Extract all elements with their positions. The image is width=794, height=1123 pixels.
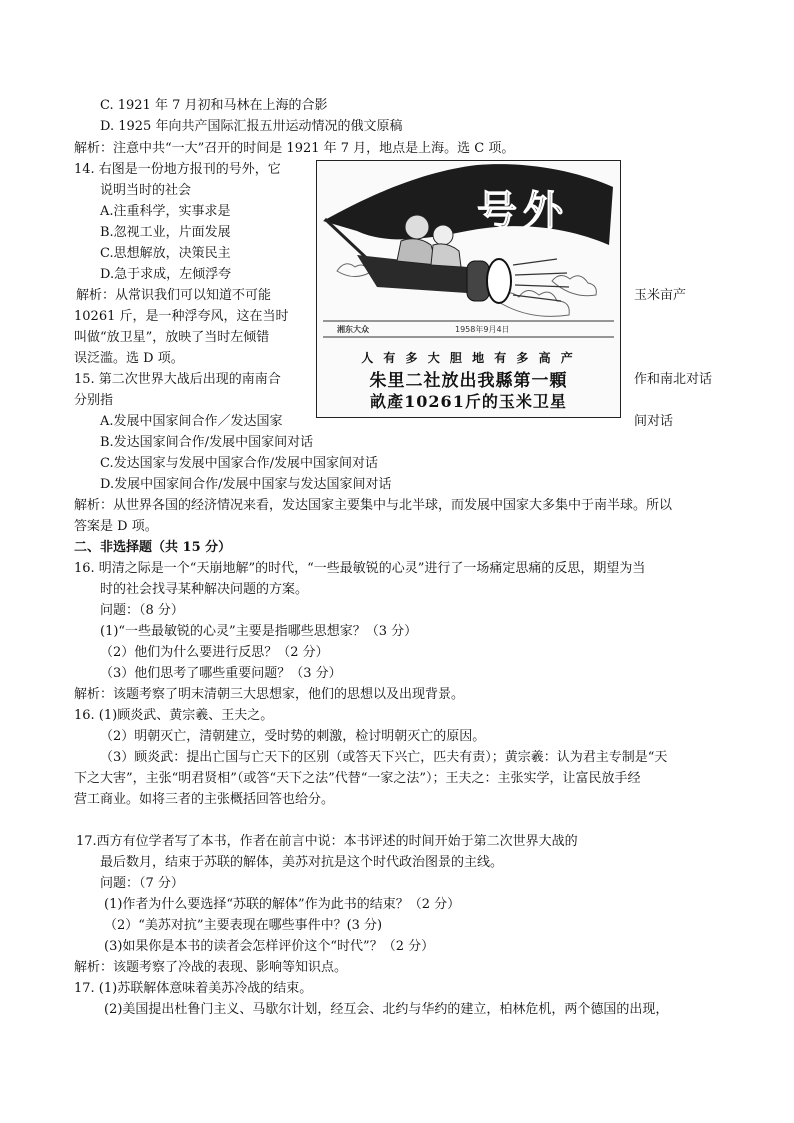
q17-score: 问题：（7 分） xyxy=(100,876,184,891)
analysis-17: 解析：该题考察了冷战的表现、影响等知识点。 xyxy=(74,960,348,975)
analysis-14-line4: 误泛滥。选 D 项。 xyxy=(74,351,184,366)
q14-option-b: B.忽视工业，片面发展 xyxy=(100,225,231,240)
option-d-line: D. 1925 年向共产国际汇报五卅运动情况的俄文原稿 xyxy=(100,119,403,134)
q15-option-a-left: A.发展中国家间合作／发达国家 xyxy=(100,414,283,429)
question-14-cont: 说明当时的社会 xyxy=(100,183,192,198)
q17-sub1: (1)作者为什么要选择“苏联的解体”作为此书的结束？（2 分） xyxy=(104,897,461,912)
question-17-cont: 最后数月，结束于苏联的解体，美苏对抗是这个时代政治图景的主线。 xyxy=(100,855,504,870)
answer-16-2: （2）明朝灭亡，清朝建立，受时势的刺激，检讨明朝灭亡的原因。 xyxy=(100,729,486,744)
question-15-cont: 分别指 xyxy=(74,393,114,408)
newspaper-headline-2: 朱里二社放出我縣第一顆 xyxy=(369,371,568,391)
q14-option-c: C.思想解放，决策民主 xyxy=(100,246,231,261)
newspaper-masthead: 湘东大众 xyxy=(337,325,369,334)
answer-17-1: 17. (1)苏联解体意味着美苏冷战的结束。 xyxy=(74,981,313,996)
newspaper-headline-3: 畝產10261斤的玉米卫星 xyxy=(370,392,567,411)
q14-option-d: D.急于求成，左倾浮夸 xyxy=(100,267,232,282)
q16-sub2: （2）他们为什么要进行反思？（2 分） xyxy=(100,645,329,660)
newspaper-title: 号外 xyxy=(477,187,569,234)
analysis-14-line3: 叫做“放卫星”，放映了当时左倾错 xyxy=(74,330,270,345)
q15-option-a-right: 间对话 xyxy=(634,414,674,429)
analysis-16: 解析：该题考察了明末清朝三大思想家，他们的思想以及出现背景。 xyxy=(74,687,465,702)
newspaper-headline-1: 人 有 多 大 胆 地 有 多 高 产 xyxy=(361,351,576,365)
q16-sub1: (1)“一些最敏锐的心灵”主要是指哪些思想家？（3 分） xyxy=(100,624,418,639)
q15-option-c: C.发达国家与发展中国家合作/发展中国家间对话 xyxy=(100,456,378,471)
question-15-right: 作和南北对话 xyxy=(634,372,713,387)
question-16: 16. 明清之际是一个“天崩地解”的时代，“一些最敏锐的心灵”进行了一场痛定思痛的反思，期望为当 xyxy=(74,561,646,576)
analysis-14-line2: 10261 斤，是一种浮夸风，这在当时 xyxy=(74,309,289,324)
question-15-left: 15. 第二次世界大战后出现的南南合 xyxy=(74,372,281,387)
section-heading: 二、非选择题（共 15 分） xyxy=(74,540,232,555)
newspaper-extra-image xyxy=(316,160,621,418)
question-17: 17.西方有位学者写了本书，作者在前言中说：本书评述的时间开始于第二次世界大战的 xyxy=(76,834,578,849)
answer-16-1: 16. (1)顾炎武、黄宗羲、王夫之。 xyxy=(74,708,274,723)
analysis-14-left: 解析：从常识我们可以知道不可能 xyxy=(76,288,272,303)
question-14: 14. 右图是一份地方报刊的号外，它 xyxy=(74,162,281,177)
q16-score: 问题：（8 分） xyxy=(100,603,184,618)
answer-16-3-cont: 下之大害”，主张“明君贤相”（或答“天下之法”代替“一家之法”）；王夫之：主张实学，让富民放手经 xyxy=(74,771,641,786)
analysis-15-cont: 答案是 D 项。 xyxy=(74,519,158,534)
question-16-cont: 时的社会找寻某种解决问题的方案。 xyxy=(100,582,309,597)
q16-sub3: （3）他们思考了哪些重要问题？（3 分） xyxy=(100,666,342,681)
analysis-14-right: 玉米亩产 xyxy=(634,288,687,303)
q17-sub3: (3)如果你是本书的读者会怎样评价这个“时代”？（2 分） xyxy=(104,939,435,954)
answer-16-3-end: 营工商业。如将三者的主张概括回答也给分。 xyxy=(74,792,335,807)
analysis-15: 解析：从世界各国的经济情况来看，发达国家主要集中与北半球，而发展中国家大多集中于南半球。所以 xyxy=(74,498,673,513)
q15-option-b: B.发达国家间合作/发展中国家间对话 xyxy=(100,435,314,450)
q15-option-d: D.发展中国家间合作/发展中国家与发达国家间对话 xyxy=(100,477,392,492)
option-c-line: C. 1921 年 7 月初和马林在上海的合影 xyxy=(100,98,328,113)
analysis-13: 解析：注意中共“一大”召开的时间是 1921 年 7 月，地点是上海。选 C 项。 xyxy=(74,141,515,156)
answer-16-3: （3）顾炎武：提出亡国与亡天下的区别（或答天下兴亡，匹夫有责）；黄宗羲：认为君主专制是“天 xyxy=(100,750,668,765)
q17-sub2: （2）“美苏对抗”主要表现在哪些事件中？(3 分) xyxy=(104,918,383,933)
q14-option-a: A.注重科学，实事求是 xyxy=(100,204,231,219)
newspaper-issue-date: 1958年9月4日 xyxy=(455,325,510,334)
answer-17-2: (2)美国提出杜鲁门主义、马歇尔计划，经互会、北约与华约的建立，柏林危机，两个德国的出现， xyxy=(104,1002,669,1017)
